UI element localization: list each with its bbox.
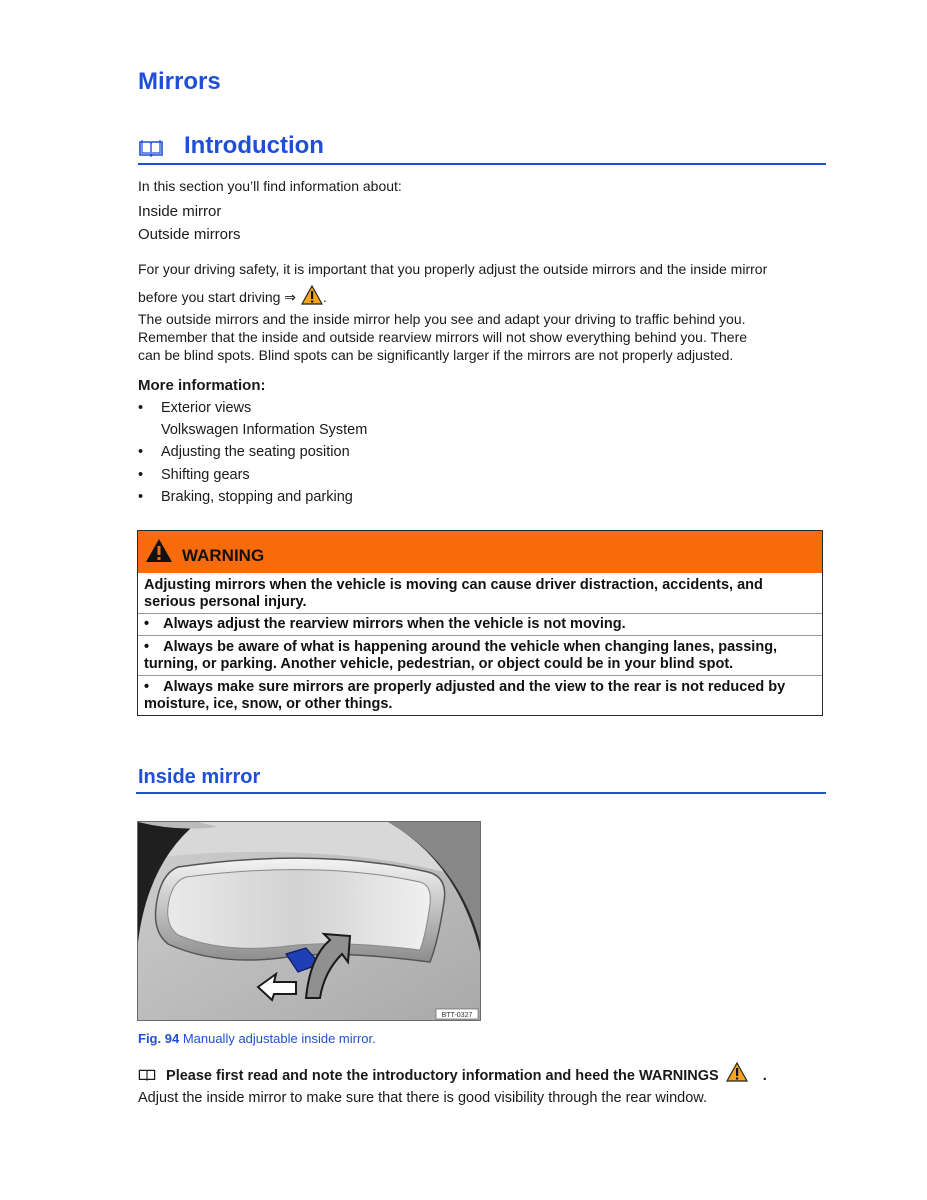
more-info-item[interactable]: • Adjusting the seating position <box>138 444 350 460</box>
warning-item-2-line2: turning, or parking. Another vehicle, pedestrian, or object could be in your blind spot. <box>144 656 734 672</box>
inside-mirror-heading-text: Inside mirror <box>138 766 261 788</box>
warning-divider <box>138 613 822 614</box>
inside-mirror-body: Adjust the inside mirror to make sure that there is good visibility through the rear window. <box>138 1090 707 1106</box>
figure-caption <box>138 1031 376 1046</box>
more-info-item[interactable]: • Shifting gears <box>138 467 250 483</box>
book-icon <box>138 139 164 157</box>
bullet-icon: • <box>144 616 150 632</box>
bullet-icon: • <box>144 679 150 695</box>
introduction-heading-text: Introduction <box>184 132 324 159</box>
figure-caption-text: Manually adjustable inside mirror. <box>182 1031 376 1046</box>
bullet-icon: • <box>144 639 150 655</box>
warning-box <box>137 530 823 716</box>
warning-triangle-icon[interactable] <box>301 285 323 305</box>
warning-label: WARNING <box>182 546 265 565</box>
intro-note-text: Please first read and note the introductory information and heed the WARNINGS <box>166 1068 719 1084</box>
warning-item-3-line1: • Always make sure mirrors are properly adjusted and the view to the rear is not reduced by <box>144 679 786 695</box>
intro-para-line1: The outside mirrors and the inside mirror help you see and adapt your driving to traffic behind you. <box>138 311 746 327</box>
safety-text-end: . <box>322 289 327 305</box>
warning-item-1: • Always adjust the rearview mirrors when the vehicle is not moving. <box>144 616 626 632</box>
warning-item-3-line2: moisture, ice, snow, or other things. <box>144 696 393 712</box>
book-icon <box>138 1068 156 1081</box>
warning-intro-line1: Adjusting mirrors when the vehicle is moving can cause driver distraction, accidents, and <box>144 577 763 593</box>
warning-item-2-line1: • Always be aware of what is happening around the vehicle when changing lanes, passing, <box>144 639 778 655</box>
intro-para-line2: Remember that the inside and outside rearview mirrors will not show everything behind you. There <box>138 329 748 345</box>
warning-icon <box>144 537 174 565</box>
topic-inside-mirror[interactable]: Inside mirror <box>138 203 222 220</box>
warning-header <box>138 531 822 573</box>
intro-note-end: . <box>762 1068 767 1084</box>
bullet-icon: • <box>138 400 144 416</box>
more-info-heading: More information: <box>138 377 266 394</box>
page-title: Mirrors <box>138 68 221 95</box>
warning-triangle-icon[interactable] <box>725 1062 749 1082</box>
section-heading-introduction <box>138 131 826 165</box>
intro-note <box>138 1062 767 1084</box>
more-info-item[interactable]: • Braking, stopping and parking <box>138 489 353 505</box>
safety-text-line1: For your driving safety, it is important that you properly adjust the outside mirrors and the inside mirror <box>138 261 768 277</box>
intro-lead: In this section you’ll find information about: <box>138 178 402 194</box>
safety-text-line2-text: before you start driving ⇒ <box>138 289 297 305</box>
intro-para-line3: can be blind spots. Blind spots can be significantly larger if the mirrors are not properly adjusted. <box>138 347 734 363</box>
bullet-icon: • <box>138 467 144 483</box>
topic-outside-mirrors[interactable]: Outside mirrors <box>138 226 241 243</box>
warning-intro-line2: serious personal injury. <box>144 594 307 610</box>
figure-number: Fig. 94 <box>138 1031 180 1046</box>
inside-mirror-figure <box>137 821 481 1021</box>
more-info-item[interactable]: Volkswagen Information System <box>161 422 368 438</box>
bullet-icon: • <box>138 444 144 460</box>
section-heading-inside-mirror <box>136 766 826 794</box>
bullet-icon: • <box>138 489 144 505</box>
inside-mirror-illustration <box>138 822 480 1020</box>
warning-divider <box>138 635 822 636</box>
warning-divider <box>138 675 822 676</box>
figure-code: BTT-0327 <box>441 1012 473 1019</box>
safety-text-line2 <box>138 285 327 306</box>
more-info-item[interactable]: • Exterior views <box>138 400 252 416</box>
